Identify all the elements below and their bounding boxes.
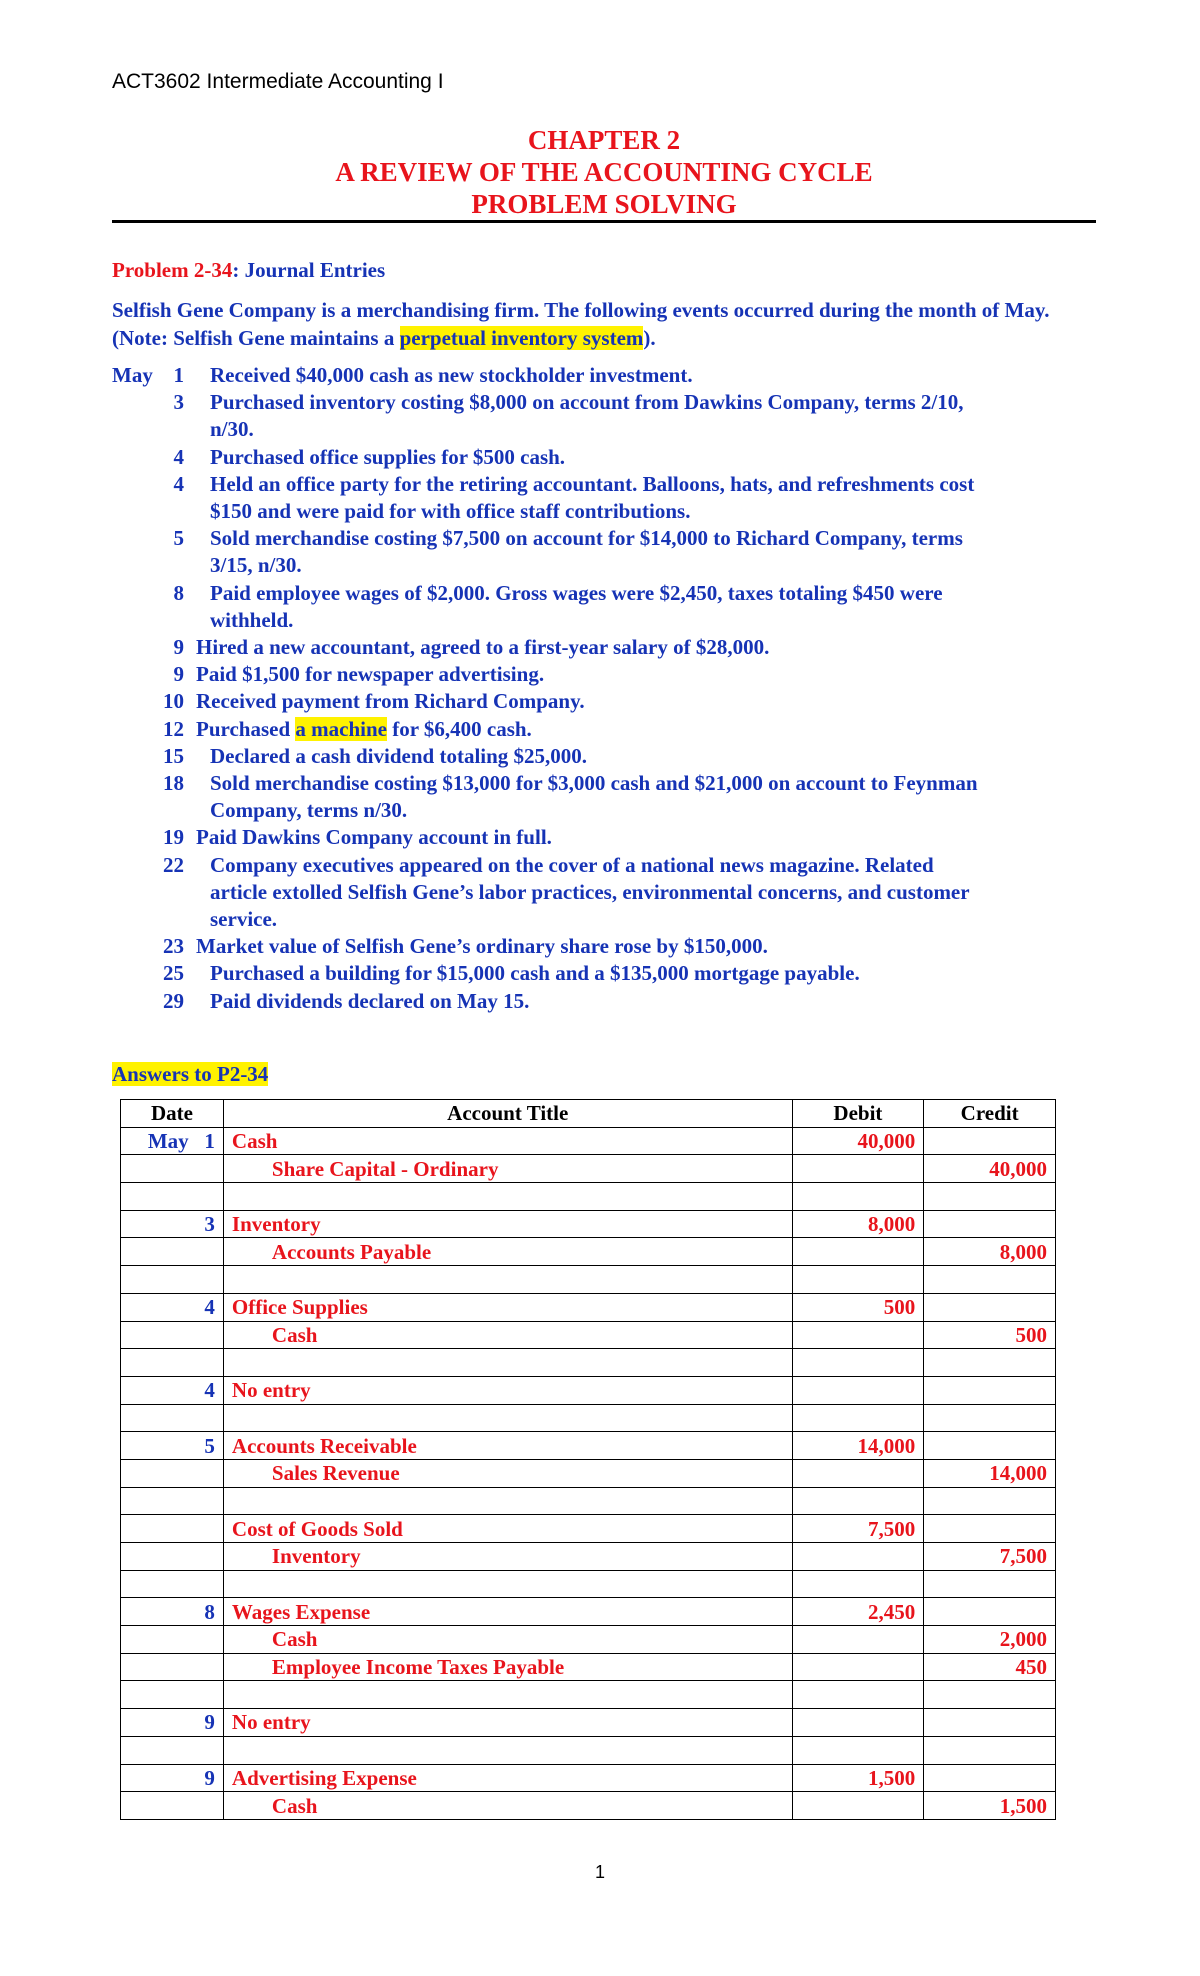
cell-credit [924,1570,1056,1598]
title-divider [112,220,1096,223]
event-item [112,852,1112,934]
event-text [210,580,1112,634]
cell-credit [924,1293,1056,1321]
cell-account: Cost of Goods Sold [223,1515,792,1543]
cell-debit [792,1321,924,1349]
cell-debit: 14,000 [792,1432,924,1460]
problem-intro [112,296,1102,352]
cell-debit [792,1349,924,1377]
event-line: article extolled Selfish Gene’s labor practices, environmental concerns, and customer [210,879,970,904]
header-account: Account Title [223,1100,792,1128]
event-line: Purchased office supplies for $500 cash. [210,444,566,469]
cell-credit [924,1210,1056,1238]
event-day: 29 [163,988,184,1013]
cell-account [223,1266,792,1294]
table-row [121,1543,1056,1571]
cell-credit [924,1349,1056,1377]
table-row [121,1349,1056,1377]
event-highlight: a machine [295,716,387,741]
cell-date [121,1266,224,1294]
cell-debit: 500 [792,1293,924,1321]
cell-date [121,1155,224,1183]
cell-account: Employee Income Taxes Payable [223,1653,792,1681]
event-line: Sold merchandise costing $7,500 on account for $14,000 to Richard Company, terms [210,526,963,551]
cell-debit [792,1543,924,1571]
event-item [112,933,1112,960]
intro-text: Selfish Gene Company is a merchandising firm. The following events occurred during the month of May. (Note: Selfish Gene maintains a [112,298,1050,350]
cell-account: No entry [223,1376,792,1404]
cell-date [121,1515,224,1543]
table-row [121,1736,1056,1764]
event-line: Market value of Selfish Gene’s ordinary share rose by $150,000. [196,934,768,959]
event-day: 5 [173,526,184,551]
cell-credit: 14,000 [924,1459,1056,1487]
event-text [210,770,1112,824]
table-row [121,1238,1056,1266]
cell-account: Cash [223,1127,792,1155]
cell-debit [792,1681,924,1709]
header-date: Date [121,1100,224,1128]
cell-credit: 450 [924,1653,1056,1681]
cell-account: Wages Expense [223,1598,792,1626]
problem-label: Problem 2-34 [112,258,233,282]
event-item [112,661,1112,688]
cell-account: Inventory [223,1543,792,1571]
cell-account: Share Capital - Ordinary [223,1155,792,1183]
journal-table [120,1099,1056,1820]
event-text-part: Purchased [196,716,296,741]
cell-debit [792,1653,924,1681]
event-text [196,824,1112,851]
cell-account: Cash [223,1626,792,1654]
cell-debit [792,1736,924,1764]
event-text-part: for $6,400 cash. [386,716,532,741]
table-row [121,1570,1056,1598]
cell-credit: 2,000 [924,1626,1056,1654]
cell-date [121,1736,224,1764]
cell-date [121,1321,224,1349]
journal-body [121,1127,1056,1819]
cell-debit [792,1570,924,1598]
table-row [121,1598,1056,1626]
intro-highlight: perpetual inventory system [399,326,644,350]
title-line-2: A REVIEW OF THE ACCOUNTING CYCLE [335,157,873,187]
event-text [210,743,1112,770]
cell-credit: 40,000 [924,1155,1056,1183]
event-list [112,362,1112,1015]
event-item [112,960,1112,987]
cell-account [223,1404,792,1432]
cell-account [223,1570,792,1598]
event-line: Received payment from Richard Company. [196,689,585,714]
cell-credit [924,1183,1056,1211]
table-row [121,1626,1056,1654]
cell-account [223,1736,792,1764]
cell-debit [792,1266,924,1294]
event-day: 4 [173,444,184,469]
event-line: Received $40,000 cash as new stockholder investment. [210,363,693,387]
event-line: Paid dividends declared on May 15. [210,988,530,1013]
event-line: 3/15, n/30. [210,553,302,578]
table-row [121,1293,1056,1321]
answers-heading [112,1062,268,1087]
event-day: 9 [173,635,184,660]
event-line: Held an office party for the retiring accountant. Balloons, hats, and refreshments cost [210,471,975,496]
cell-date: 3 [121,1210,224,1238]
cell-date: 9 [121,1709,224,1737]
cell-credit [924,1764,1056,1792]
cell-account [223,1487,792,1515]
cell-debit: 1,500 [792,1764,924,1792]
header-credit: Credit [924,1100,1056,1128]
event-line: Hired a new accountant, agreed to a first-year salary of $28,000. [196,635,770,660]
event-item [112,634,1112,661]
event-text [196,716,1112,743]
cell-credit [924,1266,1056,1294]
event-text [196,661,1112,688]
event-text [196,688,1112,715]
event-text [210,389,1112,443]
cell-debit [792,1487,924,1515]
event-line: Company, terms n/30. [210,798,408,823]
cell-debit [792,1238,924,1266]
event-day: 9 [173,662,184,687]
event-day: 22 [163,852,184,877]
event-day: 8 [173,580,184,605]
event-day: 1 [173,363,184,387]
table-row [121,1709,1056,1737]
event-item [112,389,1112,443]
cell-debit [792,1376,924,1404]
cell-credit [924,1681,1056,1709]
event-day: 4 [173,471,184,496]
cell-account [223,1183,792,1211]
cell-account: Cash [223,1321,792,1349]
intro-end: ). [643,326,656,350]
cell-date [121,1570,224,1598]
cell-date: 4 [121,1376,224,1404]
cell-credit [924,1404,1056,1432]
title-line-3: PROBLEM SOLVING [471,189,737,219]
problem-subtitle: : Journal Entries [232,258,386,282]
event-item [112,988,1112,1015]
event-text [210,852,1112,934]
event-item [112,471,1112,525]
cell-date [121,1459,224,1487]
table-row [121,1764,1056,1792]
cell-account [223,1681,792,1709]
table-row [121,1210,1056,1238]
cell-account [223,1349,792,1377]
cell-account: Advertising Expense [223,1764,792,1792]
table-row [121,1266,1056,1294]
cell-date: 4 [121,1293,224,1321]
answers-label: Answers to P2-34 [112,1062,269,1086]
cell-date: 9 [121,1764,224,1792]
cell-credit [924,1432,1056,1460]
cell-debit [792,1459,924,1487]
cell-date: 5 [121,1432,224,1460]
event-item [112,716,1112,743]
event-day: 23 [163,934,184,959]
cell-date [121,1653,224,1681]
event-day: 12 [163,716,184,741]
chapter-title [112,124,1096,220]
cell-date [121,1183,224,1211]
cell-debit [792,1626,924,1654]
event-day: 25 [163,961,184,986]
table-row [121,1459,1056,1487]
table-row [121,1681,1056,1709]
event-text [196,933,1112,960]
event-line: withheld. [210,607,294,632]
cell-debit [792,1709,924,1737]
cell-date [121,1349,224,1377]
table-row [121,1183,1056,1211]
page-number: 1 [594,1862,605,1882]
title-line-1: CHAPTER 2 [527,125,681,155]
cell-credit [924,1736,1056,1764]
table-row [121,1321,1056,1349]
table-row [121,1653,1056,1681]
event-item [112,444,1112,471]
table-row [121,1376,1056,1404]
event-text [210,988,1112,1015]
header-debit: Debit [792,1100,924,1128]
cell-credit [924,1598,1056,1626]
event-item [112,580,1112,634]
cell-date: May 1 [121,1127,224,1155]
cell-credit: 8,000 [924,1238,1056,1266]
event-item [112,770,1112,824]
event-month: May [112,363,153,387]
event-text [210,525,1112,579]
cell-credit: 1,500 [924,1792,1056,1820]
table-row [121,1404,1056,1432]
cell-debit [792,1792,924,1820]
event-line: Paid Dawkins Company account in full. [196,825,552,850]
cell-credit: 500 [924,1321,1056,1349]
cell-date [121,1681,224,1709]
event-line: Declared a cash dividend totaling $25,000. [210,743,588,768]
cell-date [121,1626,224,1654]
table-row [121,1432,1056,1460]
cell-date [121,1543,224,1571]
event-text [210,444,1112,471]
event-day: 18 [163,771,184,796]
cell-debit: 40,000 [792,1127,924,1155]
cell-account: Inventory [223,1210,792,1238]
event-day: 10 [163,689,184,714]
course-header: ACT3602 Intermediate Accounting I [112,70,444,93]
cell-account: Accounts Receivable [223,1432,792,1460]
problem-heading [112,258,385,283]
table-row [121,1155,1056,1183]
event-text [196,634,1112,661]
event-line: service. [210,907,278,932]
event-line: n/30. [210,417,254,442]
cell-account: Accounts Payable [223,1238,792,1266]
cell-credit [924,1376,1056,1404]
cell-credit [924,1515,1056,1543]
cell-debit: 8,000 [792,1210,924,1238]
event-line: Sold merchandise costing $13,000 for $3,000 cash and $21,000 on account to Feynman [210,771,978,796]
event-day: 19 [163,825,184,850]
event-item [112,362,1112,389]
event-item [112,525,1112,579]
table-header-row [121,1100,1056,1128]
cell-account: Cash [223,1792,792,1820]
table-row [121,1515,1056,1543]
table-row [121,1792,1056,1820]
cell-account: Sales Revenue [223,1459,792,1487]
cell-debit: 2,450 [792,1598,924,1626]
table-row [121,1127,1056,1155]
event-line: Paid $1,500 for newspaper advertising. [196,662,545,687]
event-line: Company executives appeared on the cover of a national news magazine. Related [210,852,934,877]
cell-date [121,1487,224,1515]
cell-date [121,1238,224,1266]
cell-date [121,1792,224,1820]
event-item [112,688,1112,715]
event-line: Paid employee wages of $2,000. Gross wages were $2,450, taxes totaling $450 were [210,580,943,605]
event-line: Purchased a building for $15,000 cash and a $135,000 mortgage payable. [210,961,860,986]
table-row [121,1487,1056,1515]
event-text [210,471,1112,525]
cell-credit [924,1127,1056,1155]
cell-credit [924,1487,1056,1515]
cell-account: Office Supplies [223,1293,792,1321]
cell-debit [792,1155,924,1183]
cell-debit [792,1183,924,1211]
cell-account: No entry [223,1709,792,1737]
cell-date: 8 [121,1598,224,1626]
event-text [210,362,1112,389]
cell-credit [924,1709,1056,1737]
cell-credit: 7,500 [924,1543,1056,1571]
event-item [112,743,1112,770]
event-line: $150 and were paid for with office staff contributions. [210,499,691,524]
event-item [112,824,1112,851]
cell-debit: 7,500 [792,1515,924,1543]
event-day: 3 [173,390,184,415]
event-line: Purchased inventory costing $8,000 on account from Dawkins Company, terms 2/10, [210,390,964,415]
cell-date [121,1404,224,1432]
event-text [210,960,1112,987]
cell-debit [792,1404,924,1432]
event-day: 15 [163,743,184,768]
